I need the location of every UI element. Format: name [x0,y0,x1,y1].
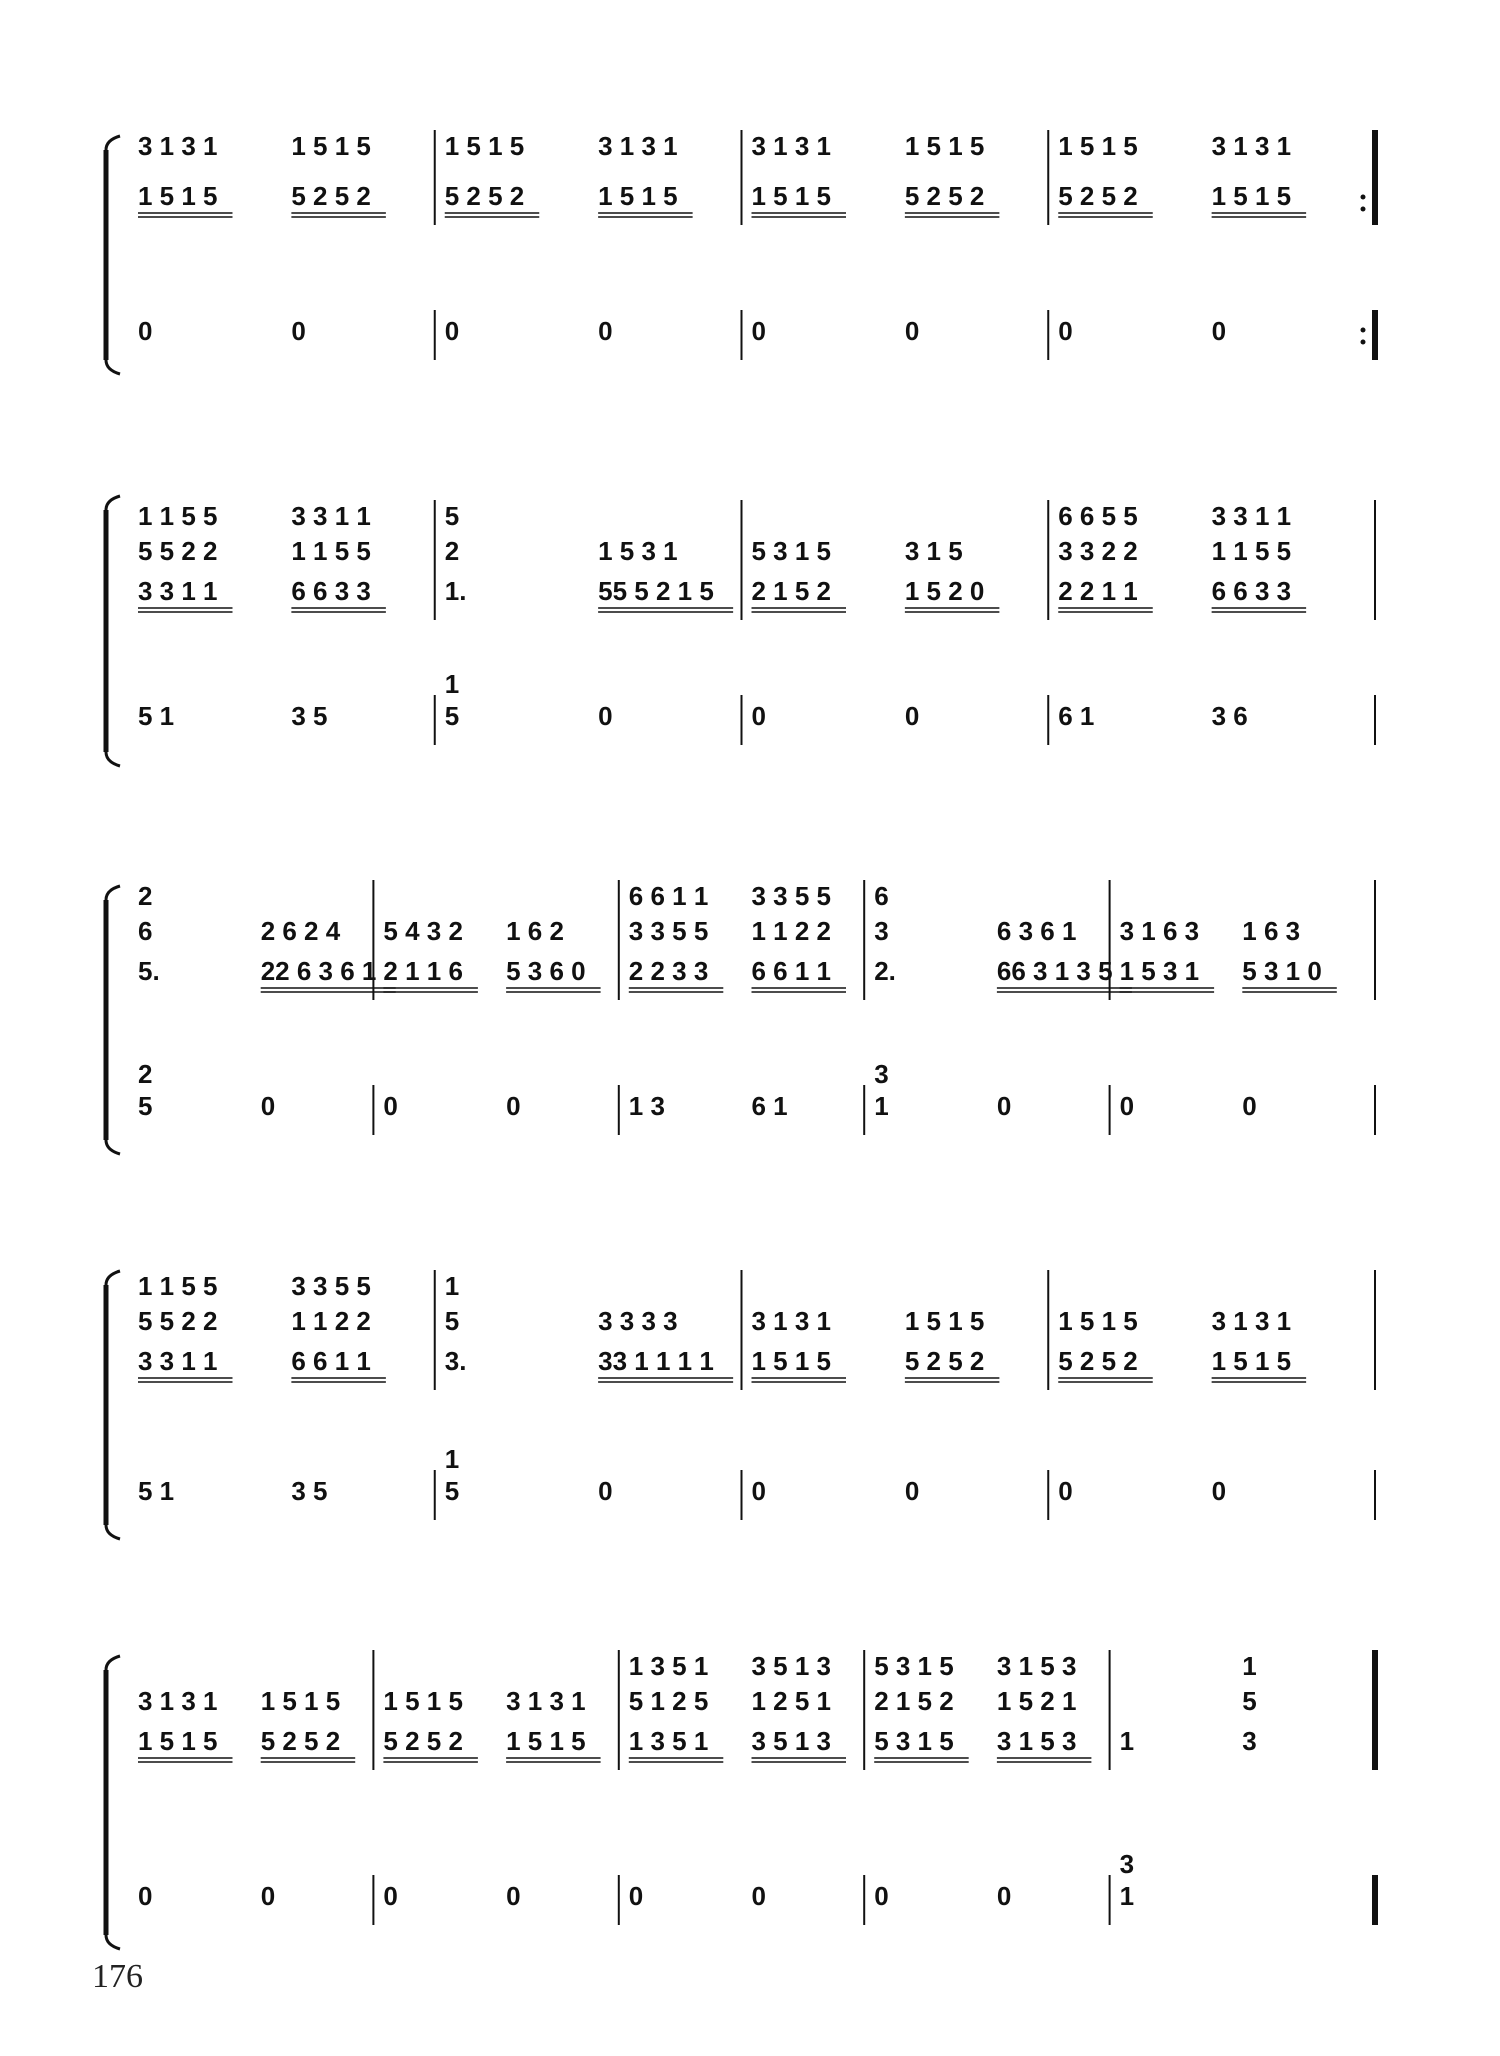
jianpu-group: 33 1 1 1 1 [598,1346,714,1376]
jianpu-group: 6 [138,916,153,946]
repeat-dot [1361,328,1366,333]
jianpu-group: 5 3 6 0 [506,956,586,986]
jianpu-group: 1 5 1 5 [1058,131,1138,161]
jianpu-group: 1 1 5 5 [1211,536,1292,566]
jianpu-group: 2 2 3 3 [628,956,709,986]
bass-note: 0 [383,1091,398,1121]
jianpu-group: 3 1 5 [904,536,963,566]
jianpu-group: 1 5 1 5 [260,1686,341,1716]
jianpu-group: 6 6 5 5 [1058,501,1138,531]
jianpu-group: 1 3 5 1 [628,1726,709,1756]
bass-note: 5 1 [138,1476,175,1506]
jianpu-group: 1 [444,1271,460,1301]
jianpu-group: 5 2 5 2 [383,1726,463,1756]
chord-note: 3 [874,1059,889,1089]
jianpu-group: 3 3 5 5 [751,881,832,911]
jianpu-group: 3 1 3 1 [751,131,832,161]
jianpu-group: 3 [1242,1726,1257,1756]
bass-note: 0 [260,1881,276,1911]
jianpu-group: 5 2 5 2 [1058,1346,1138,1376]
bass-note: 6 1 [1058,701,1095,731]
jianpu-group: 1 [1242,1651,1257,1681]
jianpu-group: 2 [138,881,153,911]
bass-note: 0 [751,1881,766,1911]
bass-note: 0 [260,1091,276,1121]
jianpu-group: 5 3 1 5 [751,536,832,566]
chord-note: 1 [1119,1881,1135,1911]
jianpu-group: 5 3 1 5 [874,1651,954,1681]
chord-note: 2 [138,1059,153,1089]
jianpu-group: 5 3 1 5 [874,1726,954,1756]
bracket-top-hook [106,886,120,900]
jianpu-group: 2 [444,536,460,566]
jianpu-group: 3 5 1 3 [751,1651,832,1681]
bass-note: 0 [1242,1091,1257,1121]
jianpu-group: 3 3 5 5 [628,916,709,946]
chord-note: 5 [138,1091,153,1121]
jianpu-group: 2 6 2 4 [260,916,341,946]
jianpu-group: 1 6 3 [1242,916,1301,946]
jianpu-group: 1. [444,576,467,606]
jianpu-group: 1 [1119,1726,1135,1756]
jianpu-group: 1 1 2 2 [291,1306,371,1336]
jianpu-group: 6 6 1 1 [628,881,709,911]
jianpu-group: 55 5 2 1 5 [598,576,714,606]
jianpu-group: 3 1 3 1 [1211,1306,1292,1336]
bracket-bottom-hook [106,1525,120,1539]
jianpu-group: 1 5 1 5 [444,131,525,161]
jianpu-group: 1 5 1 5 [1211,181,1292,211]
bass-note: 6 1 [751,1091,788,1121]
bass-note: 3 6 [1211,701,1248,731]
repeat-dot [1361,195,1366,200]
jianpu-group: 1 5 1 5 [138,1726,218,1756]
jianpu-group: 3 3 2 2 [1058,536,1138,566]
jianpu-group: 1 3 5 1 [628,1651,709,1681]
jianpu-group: 6 6 3 3 [291,576,371,606]
bracket-bottom-hook [106,1935,120,1949]
jianpu-group: 3 1 3 1 [138,131,218,161]
bass-note: 0 [138,1881,153,1911]
bass-note: 0 [506,1091,521,1121]
bass-note: 0 [598,701,613,731]
jianpu-group: 6 6 1 1 [291,1346,371,1376]
jianpu-group: 3 [874,916,889,946]
bass-note: 0 [751,316,766,346]
bass-note: 0 [904,701,920,731]
jianpu-group: 1 5 1 5 [291,131,371,161]
jianpu-group: 3 3 1 1 [1211,501,1292,531]
jianpu-group: 1 1 5 5 [138,501,218,531]
bass-note: 0 [598,316,613,346]
jianpu-group: 6 6 1 1 [751,956,832,986]
jianpu-group: 3 1 3 1 [751,1306,832,1336]
bass-note: 0 [444,316,460,346]
jianpu-group: 5 5 2 2 [138,1306,218,1336]
bracket-top-hook [106,136,120,150]
jianpu-group: 1 5 1 5 [1058,1306,1138,1336]
bracket-top-hook [106,1656,120,1670]
jianpu-group: 1 5 1 5 [904,1306,985,1336]
jianpu-group: 1 5 3 1 [1119,956,1200,986]
jianpu-group: 2 1 5 2 [874,1686,954,1716]
jianpu-group: 5 2 5 2 [260,1726,341,1756]
bracket-bottom-hook [106,752,120,766]
jianpu-group: 1 5 1 5 [598,181,678,211]
jianpu-group: 1 5 1 5 [904,131,985,161]
page-number: 176 [92,1958,143,1995]
bass-note: 0 [996,1091,1012,1121]
bass-note: 0 [751,701,766,731]
bass-note: 0 [1211,316,1227,346]
jianpu-group: 1 5 2 1 [996,1686,1077,1716]
bass-note: 0 [904,1476,920,1506]
bass-note: 0 [138,316,153,346]
jianpu-group: 5 2 5 2 [904,181,985,211]
bass-note: 0 [383,1881,398,1911]
bass-note: 0 [628,1881,644,1911]
jianpu-group: 1 5 1 5 [383,1686,463,1716]
jianpu-group: 2 1 5 2 [751,576,832,606]
jianpu-group: 1 5 1 5 [506,1726,586,1756]
jianpu-group: 3 1 3 1 [138,1686,218,1716]
jianpu-group: 5 4 3 2 [383,916,463,946]
jianpu-group: 1 1 5 5 [138,1271,218,1301]
bass-note: 5 1 [138,701,175,731]
jianpu-group: 5 [444,501,460,531]
jianpu-group: 5. [138,956,160,986]
jianpu-group: 1 5 2 0 [904,576,985,606]
chord-note: 1 [874,1091,889,1121]
bass-note: 0 [751,1476,766,1506]
jianpu-group: 5 2 5 2 [444,181,525,211]
bracket-top-hook [106,496,120,510]
chord-note: 5 [444,701,460,731]
jianpu-group: 3 1 5 3 [996,1726,1077,1756]
jianpu-group: 5 1 2 5 [628,1686,709,1716]
jianpu-group: 5 5 2 2 [138,536,218,566]
jianpu-group: 1 2 5 1 [751,1686,832,1716]
jianpu-group: 3 1 5 3 [996,1651,1077,1681]
jianpu-group: 5 2 5 2 [1058,181,1138,211]
bass-note: 1 3 [628,1091,665,1121]
jianpu-group: 6 3 6 1 [996,916,1077,946]
chord-note: 1 [444,669,460,699]
bass-note: 0 [1058,1476,1073,1506]
bass-note: 0 [1058,316,1073,346]
jianpu-group: 5 2 5 2 [291,181,371,211]
jianpu-group: 3 3 1 1 [291,501,371,531]
jianpu-group: 3 3 3 3 [598,1306,678,1336]
jianpu-group: 2 1 1 6 [383,956,463,986]
jianpu-group: 3 3 5 5 [291,1271,371,1301]
bass-note: 0 [874,1881,889,1911]
chord-note: 5 [444,1476,460,1506]
jianpu-group: 22 6 3 6 1 [260,956,377,986]
jianpu-group: 1 6 2 [506,916,564,946]
bass-note: 0 [506,1881,521,1911]
jianpu-group: 1 1 5 5 [291,536,371,566]
bracket-bottom-hook [106,360,120,374]
jianpu-group: 1 5 1 5 [138,181,218,211]
bass-note: 0 [1211,1476,1227,1506]
jianpu-group: 3 1 6 3 [1119,916,1200,946]
jianpu-group: 1 5 3 1 [598,536,678,566]
jianpu-group: 3 3 1 1 [138,1346,218,1376]
bass-note: 0 [996,1881,1012,1911]
jianpu-group: 3. [444,1346,467,1376]
jianpu-group: 5 [444,1306,460,1336]
jianpu-group: 5 2 5 2 [904,1346,985,1376]
jianpu-group: 3 3 1 1 [138,576,218,606]
jianpu-group: 2 2 1 1 [1058,576,1138,606]
jianpu-group: 6 6 3 3 [1211,576,1292,606]
jianpu-group: 1 1 2 2 [751,916,832,946]
bass-note: 3 5 [291,701,328,731]
jianpu-group: 1 5 1 5 [1211,1346,1292,1376]
jianpu-group: 5 3 1 0 [1242,956,1322,986]
bass-note: 0 [904,316,920,346]
bass-note: 0 [291,316,306,346]
repeat-dot [1361,340,1366,345]
jianpu-group: 1 5 1 5 [751,181,832,211]
jianpu-group: 2. [874,956,896,986]
jianpu-group: 3 1 3 1 [598,131,678,161]
jianpu-group: 1 5 1 5 [751,1346,832,1376]
jianpu-group: 66 3 1 3 5 [996,956,1113,986]
chord-note: 1 [444,1444,460,1474]
bass-note: 0 [1119,1091,1135,1121]
jianpu-group: 5 [1242,1686,1257,1716]
jianpu-group: 6 [874,881,889,911]
jianpu-group: 3 1 3 1 [506,1686,586,1716]
jianpu-group: 3 1 3 1 [1211,131,1292,161]
chord-note: 3 [1119,1849,1135,1879]
repeat-dot [1361,207,1366,212]
jianpu-group: 3 5 1 3 [751,1726,832,1756]
bracket-bottom-hook [106,1140,120,1154]
bass-note: 0 [598,1476,613,1506]
bass-note: 3 5 [291,1476,328,1506]
bracket-top-hook [106,1271,120,1285]
